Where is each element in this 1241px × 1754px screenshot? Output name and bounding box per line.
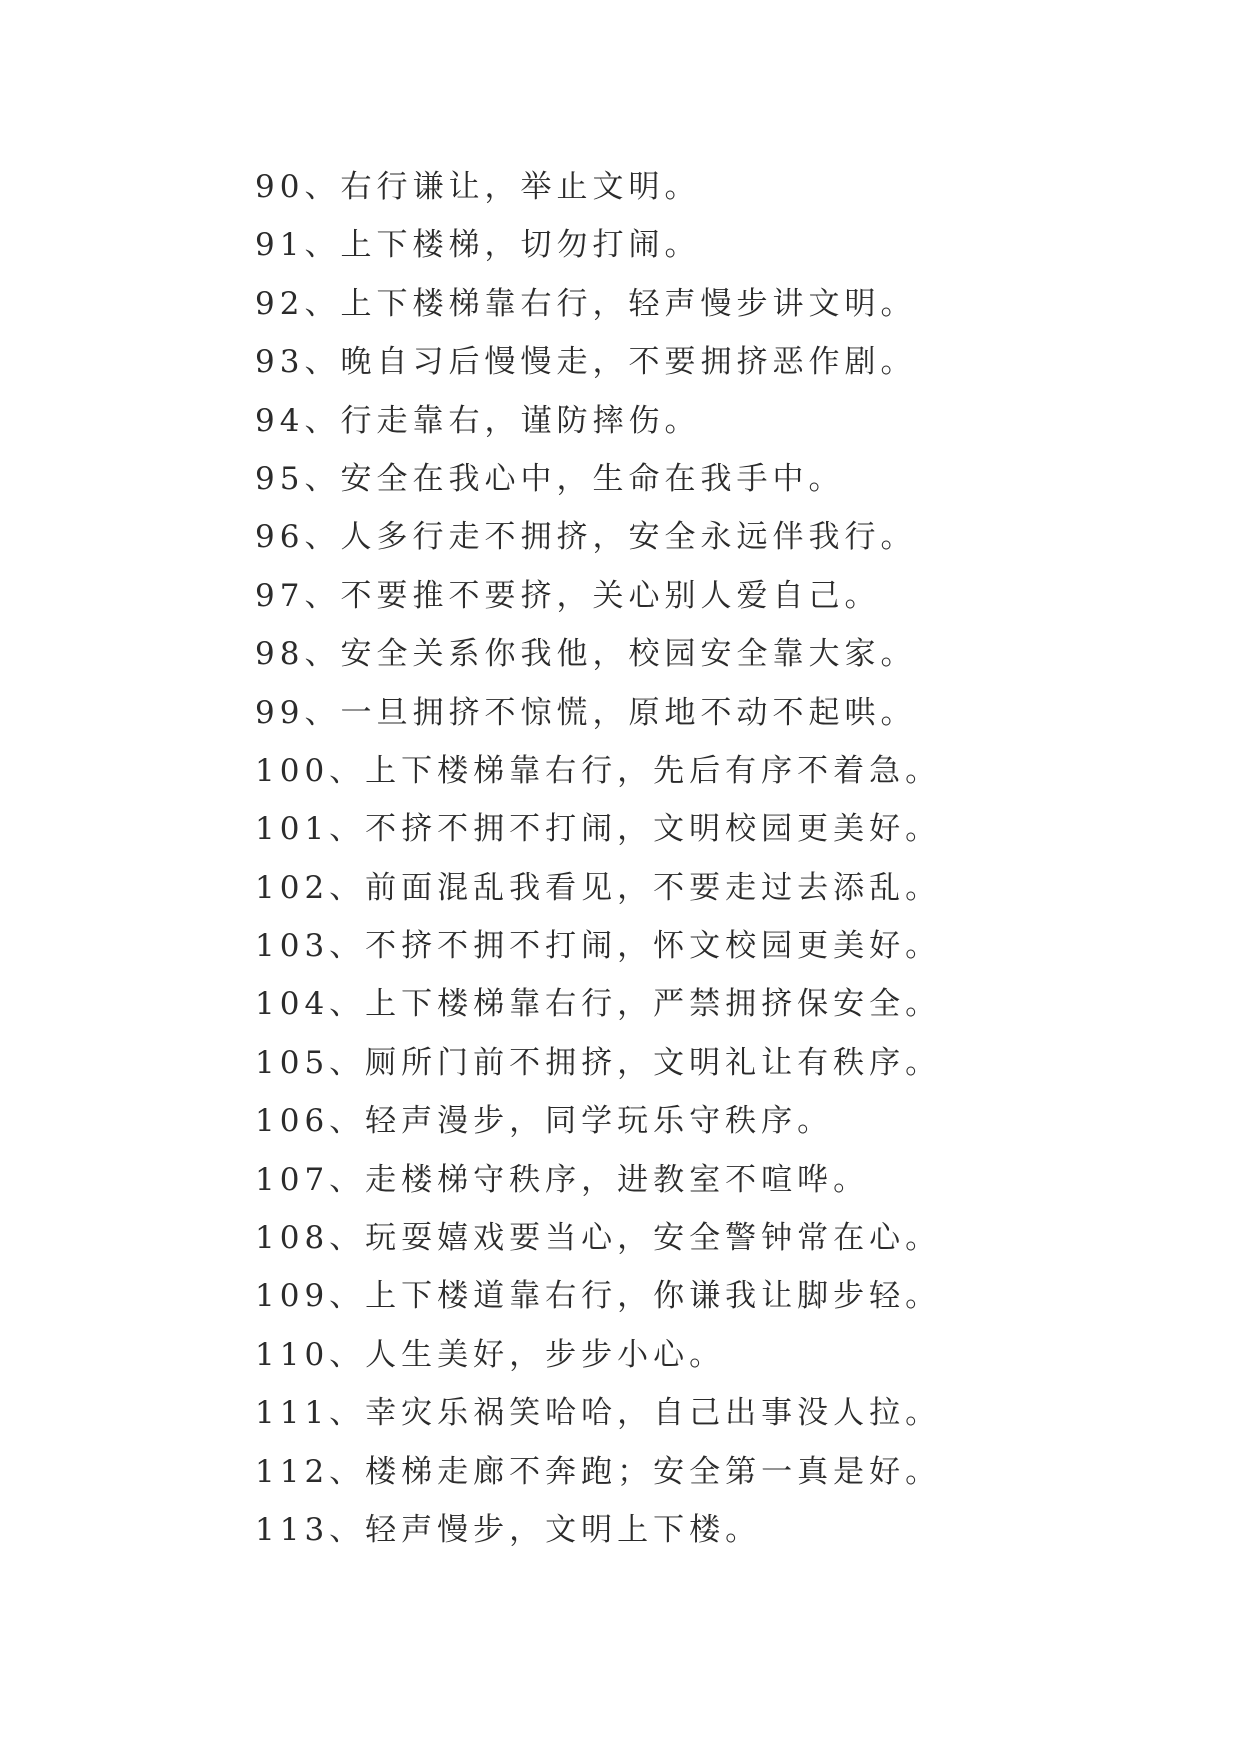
slogan-line-109: 109、上下楼道靠右行，你谦我让脚步轻。 [255, 1278, 942, 1315]
slogan-line-111: 111、幸灾乐祸笑哈哈，自己出事没人拉。 [255, 1395, 942, 1432]
slogan-line-100: 100、上下楼梯靠右行，先后有序不着急。 [255, 752, 942, 789]
slogan-line-93: 93、晚自习后慢慢走，不要拥挤恶作剧。 [255, 344, 917, 381]
slogan-line-113: 113、轻声慢步，文明上下楼。 [255, 1511, 762, 1548]
slogan-line-94: 94、行走靠右，谨防摔伤。 [255, 402, 701, 439]
slogan-line-103: 103、不挤不拥不打闹，怀文校园更美好。 [255, 928, 942, 965]
slogan-line-91: 91、上下楼梯，切勿打闹。 [255, 227, 701, 264]
slogan-list [255, 158, 941, 1559]
slogan-line-105: 105、厕所门前不拥挤，文明礼让有秩序。 [255, 1044, 942, 1081]
slogan-line-110: 110、人生美好，步步小心。 [255, 1336, 726, 1373]
slogan-line-99: 99、一旦拥挤不惊慌，原地不动不起哄。 [255, 694, 917, 731]
slogan-line-107: 107、走楼梯守秩序，进教室不喧哗。 [255, 1161, 870, 1198]
slogan-line-92: 92、上下楼梯靠右行，轻声慢步讲文明。 [255, 285, 917, 322]
slogan-line-108: 108、玩耍嬉戏要当心，安全警钟常在心。 [255, 1220, 942, 1257]
slogan-line-106: 106、轻声漫步，同学玩乐守秩序。 [255, 1103, 834, 1140]
slogan-line-101: 101、不挤不拥不打闹，文明校园更美好。 [255, 811, 942, 848]
slogan-line-97: 97、不要推不要挤，关心别人爱自己。 [255, 577, 881, 614]
slogan-line-96: 96、人多行走不拥挤，安全永远伴我行。 [255, 519, 917, 556]
slogan-line-95: 95、安全在我心中，生命在我手中。 [255, 460, 845, 497]
slogan-line-112: 112、楼梯走廊不奔跑；安全第一真是好。 [255, 1453, 942, 1490]
slogan-line-102: 102、前面混乱我看见，不要走过去添乱。 [255, 869, 942, 906]
slogan-line-90: 90、右行谦让，举止文明。 [255, 169, 701, 205]
slogan-line-98: 98、安全关系你我他，校园安全靠大家。 [255, 636, 917, 673]
slogan-line-104: 104、上下楼梯靠右行，严禁拥挤保安全。 [255, 986, 942, 1023]
